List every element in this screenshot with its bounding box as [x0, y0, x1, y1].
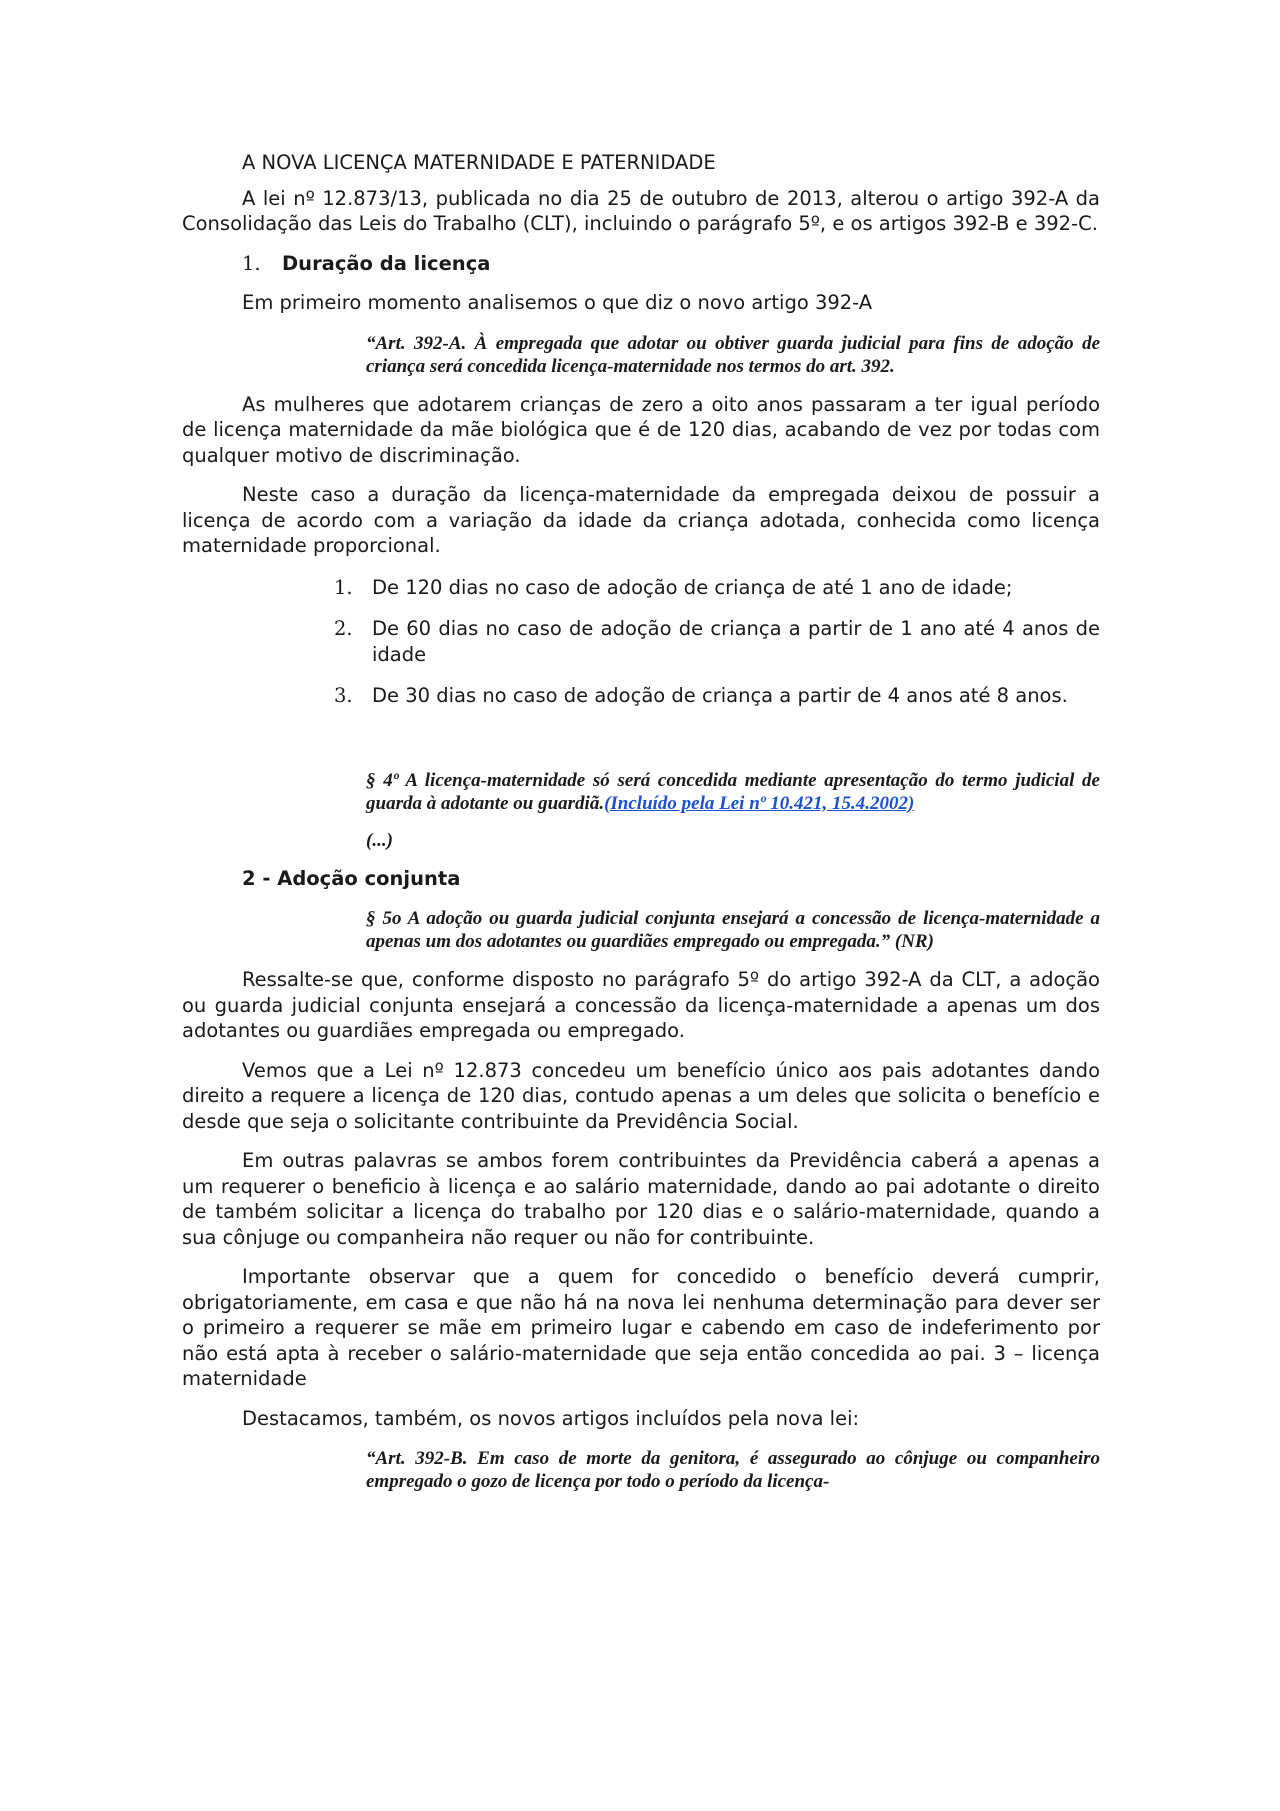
- document-body: [182, 150, 1100, 1507]
- quote-paragraph-5: § 5o A adoção ou guarda judicial conjunta ensejará a concessão de licença-maternidade a apenas um dos adotantes ou guardiães empregado ou empregada.” (NR): [366, 908, 1100, 952]
- quote-ellipsis: (...): [366, 829, 393, 851]
- list-item-number: 3.: [334, 684, 353, 707]
- section-2-paragraph-3: Em outras palavras se ambos forem contribuintes da Previdência caberá a apenas a um requerer o beneficio à licença e ao salário maternidade, dando ao pai adotante o direito de também solicitar a licença do trabalho por 120 dias e o salário-maternidade, quando a sua cônjuge ou companheira não requer ou não for contribuinte.: [182, 1149, 1100, 1249]
- list-item-text: De 30 dias no caso de adoção de criança a partir de 4 anos até 8 anos.: [372, 684, 1068, 707]
- section-2-paragraph-1: Ressalte-se que, conforme disposto no parágrafo 5º do artigo 392-A da CLT, a adoção ou guarda judicial conjunta ensejará a concessão da licença-maternidade a apenas um dos adotantes ou guardiães empregada ou empregado.: [182, 968, 1100, 1042]
- list-item-number: 2.: [334, 617, 353, 640]
- section-1-paragraph-1: Em primeiro momento analisemos o que diz o novo artigo 392-A: [242, 291, 873, 314]
- section-1-heading: [242, 251, 1100, 277]
- document-title: A NOVA LICENÇA MATERNIDADE E PATERNIDADE: [242, 151, 716, 174]
- list-item: [334, 616, 1100, 667]
- list-item-text: De 120 dias no caso de adoção de criança de até 1 ano de idade;: [372, 575, 1013, 599]
- intro-paragraph: A lei nº 12.873/13, publicada no dia 25 de outubro de 2013, alterou o artigo 392-A da Consolidação das Leis do Trabalho (CLT), incluindo o parágrafo 5º, e os artigos 392-B e 392-C.: [182, 186, 1100, 235]
- section-2-heading: 2 - Adoção conjunta: [242, 866, 461, 890]
- quote-art-392a: “Art. 392-A. À empregada que adotar ou obtiver guarda judicial para fins de adoção de criança será concedida licença-maternidade nos termos do art. 392.: [366, 332, 1100, 377]
- list-item: [334, 683, 1100, 709]
- section-2-paragraph-4: Importante observar que a quem for concedido o benefício deverá cumprir, obrigatoriamente, em casa e que não há na nova lei nenhuma determinação para dever ser o primeiro a requerer se mãe em primeiro lugar e cabendo em caso de indeferimento por não está apta à receber o salário-maternidade que seja então concedida ao pai. 3 – licença maternidade: [182, 1265, 1100, 1390]
- duration-list: [334, 575, 1100, 709]
- section-1-paragraph-3: Neste caso a duração da licença-maternidade da empregada deixou de possuir a licença de acordo com a variação da idade da criança adotada, conhecida como licença maternidade proporcional.: [182, 483, 1100, 557]
- quote-art-392b: “Art. 392-B. Em caso de morte da genitora, é assegurado ao cônjuge ou companheiro empregado o gozo de licença por todo o período da licença-: [366, 1448, 1100, 1492]
- section-2-paragraph-2: Vemos que a Lei nº 12.873 concedeu um benefício único aos pais adotantes dando direito a requere a licença de 120 dias, contudo apenas a um deles que solicita o benefício e desde que seja o solicitante contribuinte da Previdência Social.: [182, 1058, 1100, 1133]
- section-2-paragraph-5: Destacamos, também, os novos artigos incluídos pela nova lei:: [242, 1406, 860, 1430]
- law-reference-link[interactable]: (Incluído pela Lei nº 10.421, 15.4.2002): [604, 792, 915, 814]
- list-item-number: 1.: [334, 575, 353, 599]
- section-1-title: Duração da licença: [282, 251, 491, 275]
- list-item: [334, 575, 1100, 601]
- list-item-text: De 60 dias no caso de adoção de criança a partir de 1 ano até 4 anos de idade: [372, 617, 1100, 666]
- section-1-number: 1.: [242, 251, 261, 275]
- quote-paragraph-4-text: § 4º A licença-maternidade só será concedida mediante apresentação do termo judicial de guarda à adotante ou guardiã.: [366, 769, 1100, 814]
- quote-paragraph-4: [366, 769, 1100, 815]
- section-1-paragraph-2: As mulheres que adotarem crianças de zero a oito anos passaram a ter igual período de licença maternidade da mãe biológica que é de 120 dias, acabando de vez por todas com qualquer motivo de discriminação.: [182, 392, 1100, 467]
